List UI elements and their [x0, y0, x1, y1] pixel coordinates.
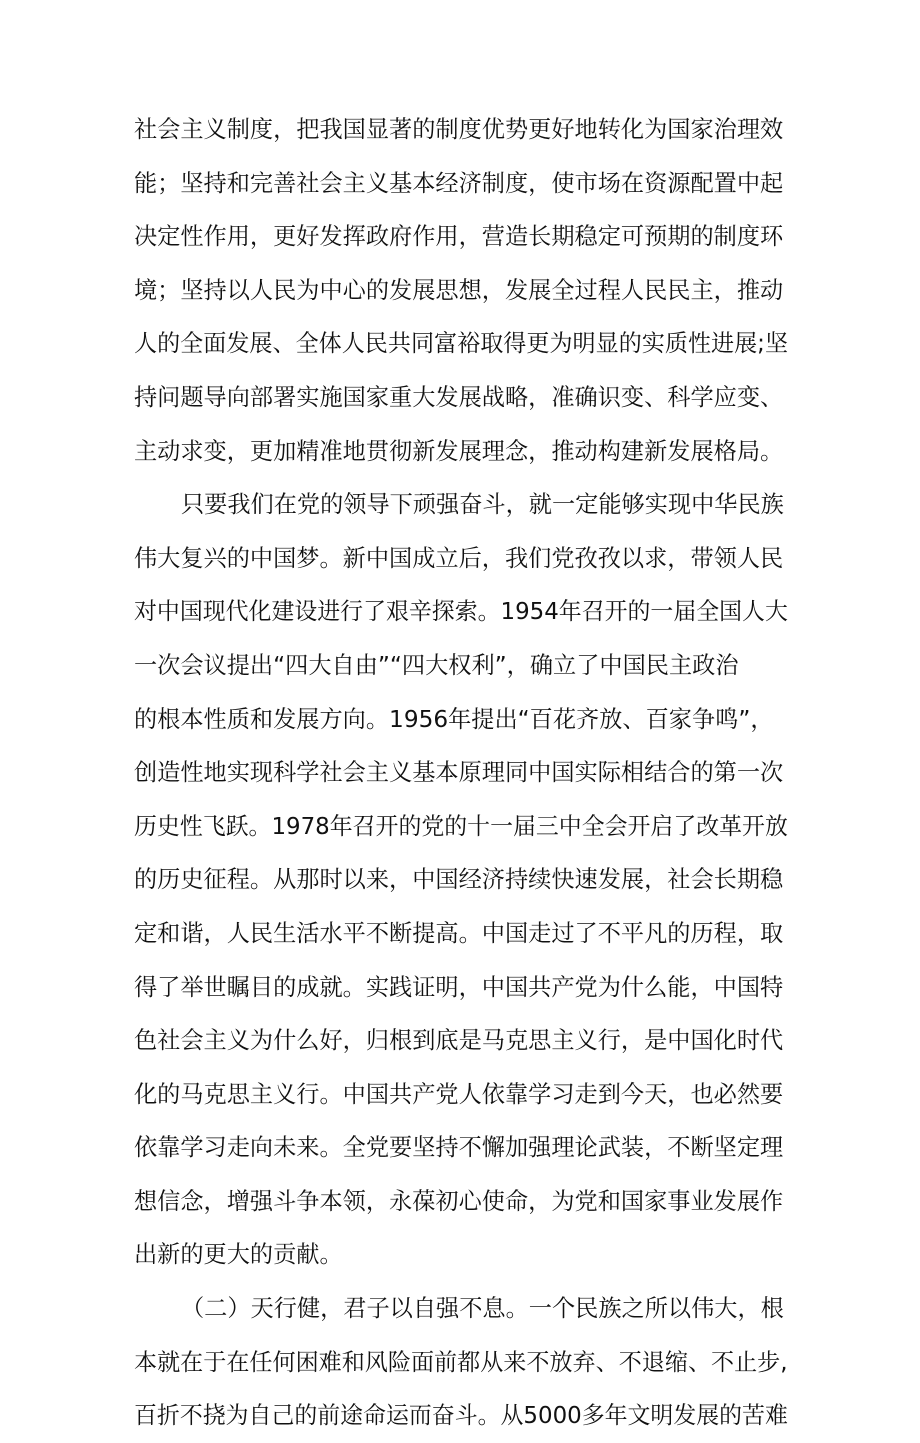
text-line: 化的马克思主义行。中国共产党人依靠学习走到今天，也必然要: [134, 1080, 784, 1108]
text-line: 依靠学习走向未来。全党要坚持不懈加强理论武装，不断坚定理: [134, 1134, 784, 1162]
text-line: 出新的更大的贡献。: [134, 1241, 343, 1269]
text-line: 想信念，增强斗争本领，永葆初心使命，为党和国家事业发展作: [134, 1187, 784, 1215]
document-body: [134, 103, 788, 1443]
text-line: 得了举世瞩目的成就。实践证明，中国共产党为什么能，中国特: [134, 973, 784, 1001]
text-line: 百折不挠为自己的前途命运而奋斗。从5000多年文明发展的苦难: [134, 1402, 788, 1430]
text-line: 境；坚持以人民为中心的发展思想，发展全过程人民民主，推动: [134, 276, 784, 304]
text-line: 创造性地实现科学社会主义基本原理同中国实际相结合的第一次: [134, 759, 784, 787]
paragraph: [134, 1282, 788, 1443]
paragraph: [134, 478, 788, 1282]
text-line: （二）天行健，君子以自强不息。一个民族之所以伟大，根: [181, 1295, 784, 1323]
text-line: 持问题导向部署实施国家重大发展战略，准确识变、科学应变、: [134, 383, 784, 411]
text-line: 历史性飞跃。1978年召开的党的十一届三中全会开启了改革开放: [134, 812, 788, 840]
text-line: 本就在于在任何困难和风险面前都从来不放弃、不退缩、不止步,: [134, 1348, 788, 1376]
text-line: 只要我们在党的领导下顽强奋斗，就一定能够实现中华民族: [181, 491, 784, 519]
text-line: 一次会议提出“四大自由”“四大权利”，确立了中国民主政治: [134, 651, 739, 679]
text-line: 的根本性质和发展方向。1956年提出“百花齐放、百家争鸣”，: [134, 705, 774, 733]
text-line: 主动求变，更加精准地贯彻新发展理念，推动构建新发展格局。: [134, 437, 784, 465]
text-line: 决定性作用，更好发挥政府作用，营造长期稳定可预期的制度环: [134, 223, 784, 251]
text-line: 伟大复兴的中国梦。新中国成立后，我们党孜孜以求，带领人民: [134, 544, 784, 572]
text-line: 的历史征程。从那时以来，中国经济持续快速发展，社会长期稳: [134, 866, 784, 894]
text-line: 社会主义制度，把我国显著的制度优势更好地转化为国家治理效: [134, 116, 784, 143]
text-line: 能；坚持和完善社会主义基本经济制度，使市场在资源配置中起: [134, 169, 784, 197]
text-line: 对中国现代化建设进行了艰辛探索。1954年召开的一届全国人大: [134, 598, 788, 626]
text-line: 定和谐，人民生活水平不断提高。中国走过了不平凡的历程，取: [134, 919, 784, 947]
text-line: 色社会主义为什么好，归根到底是马克思主义行，是中国化时代: [134, 1027, 784, 1055]
text-line: 人的全面发展、全体人民共同富裕取得更为明显的实质性进展;坚: [134, 330, 789, 358]
paragraph: [134, 103, 788, 478]
